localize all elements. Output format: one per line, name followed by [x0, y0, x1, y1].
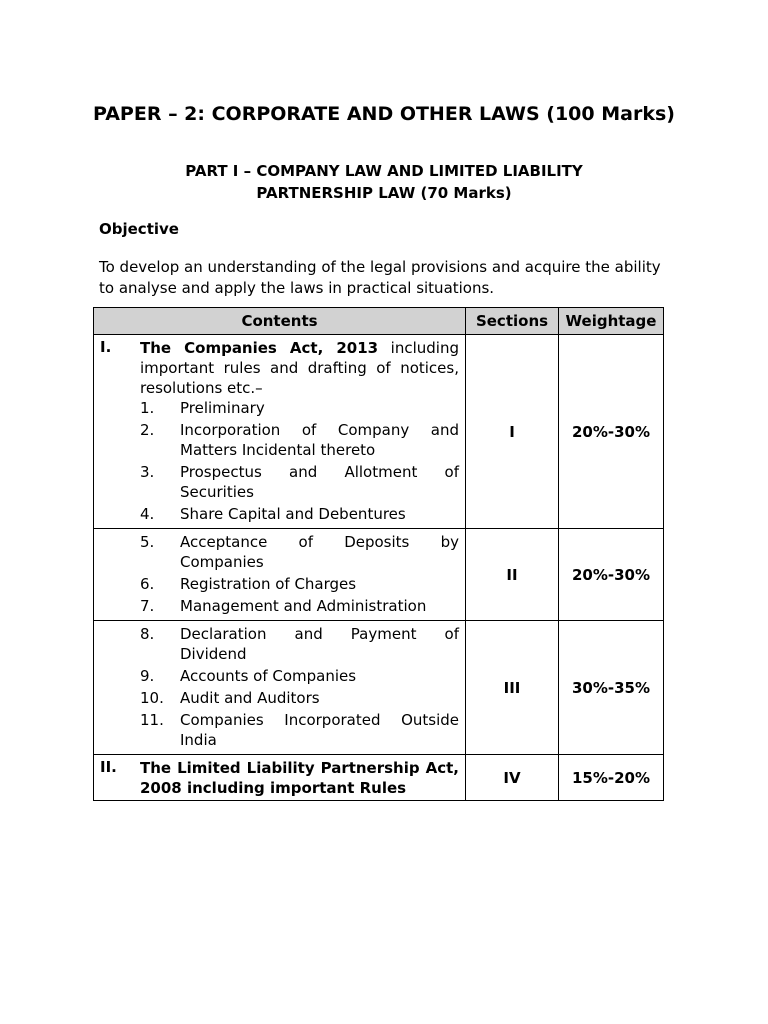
syllabus-table: [93, 307, 664, 801]
contents-cell: [94, 529, 466, 621]
table-row: [94, 335, 664, 529]
weightage-cell: 15%-20%: [559, 755, 664, 801]
item-text: Audit and Auditors: [180, 689, 320, 707]
item-number: 7.: [140, 597, 155, 615]
list-item: [140, 624, 459, 664]
item-number: 3.: [140, 463, 155, 481]
list-item: [140, 462, 459, 502]
section-cell: IV: [466, 755, 559, 801]
section-cell: II: [466, 529, 559, 621]
table-header-row: [94, 308, 664, 335]
item-number: 4.: [140, 505, 155, 523]
item-number: 10.: [140, 689, 164, 707]
list-item: [140, 532, 459, 572]
topic-list: [100, 398, 459, 524]
list-item: [140, 420, 459, 460]
item-number: 2.: [140, 421, 155, 439]
table-row: [94, 621, 664, 755]
part-title-line-1: PART I – COMPANY LAW AND LIMITED LIABILITY: [185, 162, 583, 180]
item-number: 9.: [140, 667, 155, 685]
weightage-cell: 20%-30%: [559, 529, 664, 621]
paper-title: PAPER – 2: CORPORATE AND OTHER LAWS (100 Marks): [93, 103, 675, 125]
part-title-line-2: PARTNERSHIP LAW (70 Marks): [256, 184, 512, 202]
act-name: The Companies Act, 2013: [140, 339, 379, 357]
item-text: Acceptance of Deposits by Companies: [180, 533, 459, 571]
section-cell: I: [466, 335, 559, 529]
item-text: Management and Administration: [180, 597, 427, 615]
item-number: 5.: [140, 533, 155, 551]
part-numeral: I.: [100, 338, 112, 356]
item-text: Prospectus and Allotment of Securities: [180, 463, 459, 501]
header-sections: Sections: [466, 308, 559, 335]
contents-cell: [94, 621, 466, 755]
contents-cell: [94, 755, 466, 801]
part-heading: [100, 338, 459, 398]
item-number: 6.: [140, 575, 155, 593]
table-row: [94, 755, 664, 801]
header-contents: Contents: [94, 308, 466, 335]
list-item: [140, 574, 459, 594]
item-text: Companies Incorporated Outside India: [180, 711, 459, 749]
contents-cell: [94, 335, 466, 529]
list-item: [140, 666, 459, 686]
item-text: Accounts of Companies: [180, 667, 357, 685]
item-number: 11.: [140, 711, 164, 729]
item-text: Preliminary: [180, 399, 265, 417]
list-item: [140, 398, 459, 418]
weightage-cell: 30%-35%: [559, 621, 664, 755]
part-title: [0, 160, 768, 204]
section-cell: III: [466, 621, 559, 755]
list-item: [140, 710, 459, 750]
part-description: [140, 338, 459, 398]
topic-list: [100, 624, 459, 750]
item-text: Declaration and Payment of Dividend: [180, 625, 459, 663]
objective-heading: Objective: [99, 220, 179, 238]
topic-list: [100, 532, 459, 616]
item-number: 1.: [140, 399, 155, 417]
act-description: including important rules and drafting of notices, resolutions etc.–: [140, 339, 459, 397]
header-weightage: Weightage: [559, 308, 664, 335]
list-item: [140, 596, 459, 616]
item-text: Share Capital and Debentures: [180, 505, 406, 523]
part-numeral: II.: [100, 758, 117, 776]
list-item: [140, 688, 459, 708]
weightage-cell: 20%-30%: [559, 335, 664, 529]
part-heading: [100, 758, 459, 798]
item-text: Incorporation of Company and Matters Incidental thereto: [180, 421, 459, 459]
list-item: [140, 504, 459, 524]
item-number: 8.: [140, 625, 155, 643]
item-text: Registration of Charges: [180, 575, 357, 593]
objective-text: To develop an understanding of the legal provisions and acquire the ability to analyse and apply the laws in practical situations.: [99, 258, 661, 297]
part-description: The Limited Liability Partnership Act, 2008 including important Rules: [140, 759, 459, 797]
table-row: [94, 529, 664, 621]
